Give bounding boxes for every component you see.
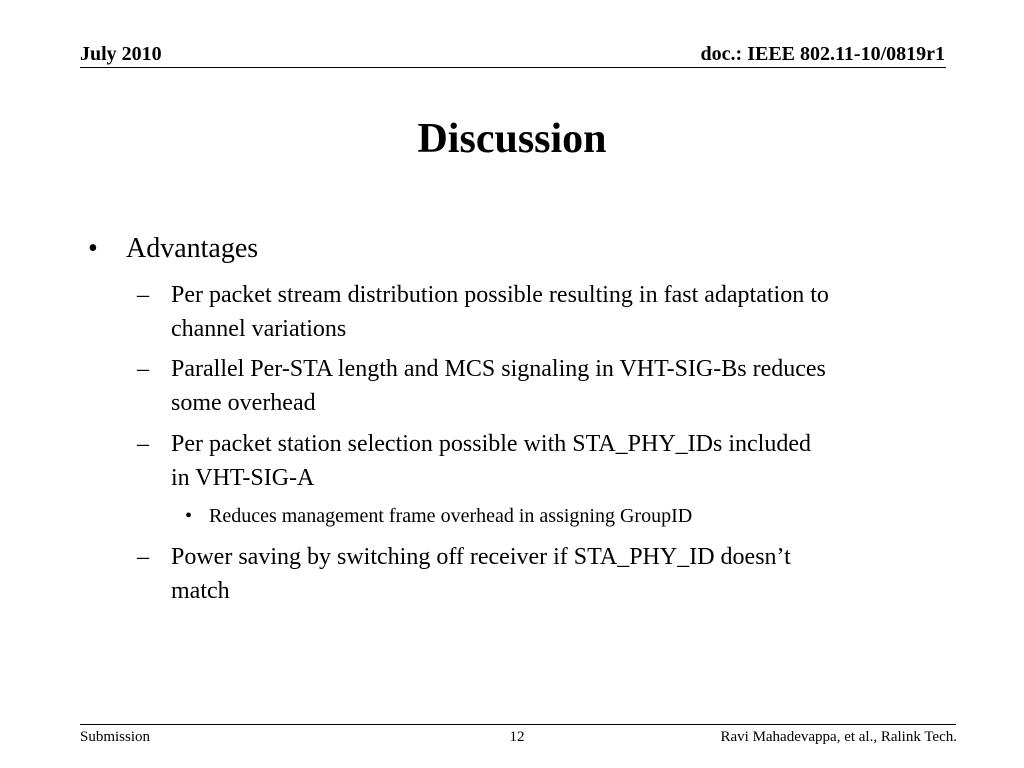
sub-sub-bullet-management-overhead: Reduces management frame overhead in assigning GroupID (209, 505, 693, 527)
sub-bullet-parallel-signaling (171, 352, 961, 420)
footer-authors: Ravi Mahadevappa, et al., Ralink Tech. (720, 729, 957, 745)
bullet-marker: • (88, 233, 98, 264)
sub-bullet-power-saving (171, 540, 961, 608)
bullet-marker: • (185, 505, 193, 527)
sub-bullet-line: in VHT-SIG-A (171, 465, 315, 491)
header-doc-id: doc.: IEEE 802.11-10/0819r1 (700, 43, 945, 65)
sub-bullet-line: Per packet station selection possible with STA_PHY_IDs included (171, 431, 811, 457)
sub-bullet-line: channel variations (171, 316, 347, 342)
sub-bullet-line: Parallel Per-STA length and MCS signaling in VHT-SIG-Bs reduces (171, 356, 826, 382)
footer-divider (80, 724, 956, 725)
page-number: 12 (509, 729, 525, 745)
slide-title: Discussion (417, 116, 607, 162)
sub-bullet-line: Per packet stream distribution possible resulting in fast adaptation to (171, 282, 829, 308)
dash-marker: – (137, 356, 149, 382)
sub-bullet-line: match (171, 578, 230, 604)
header-divider (80, 67, 946, 68)
sub-bullet-stream-distribution (171, 278, 961, 346)
sub-bullet-line: Power saving by switching off receiver if STA_PHY_ID doesn’t (171, 544, 791, 570)
sub-bullet-station-selection (171, 427, 961, 495)
bullet-advantages: Advantages (126, 233, 259, 264)
header-date: July 2010 (80, 43, 162, 65)
sub-bullet-line: some overhead (171, 390, 316, 416)
dash-marker: – (137, 431, 149, 457)
dash-marker: – (137, 282, 149, 308)
dash-marker: – (137, 544, 149, 570)
footer-submission: Submission (80, 729, 151, 745)
